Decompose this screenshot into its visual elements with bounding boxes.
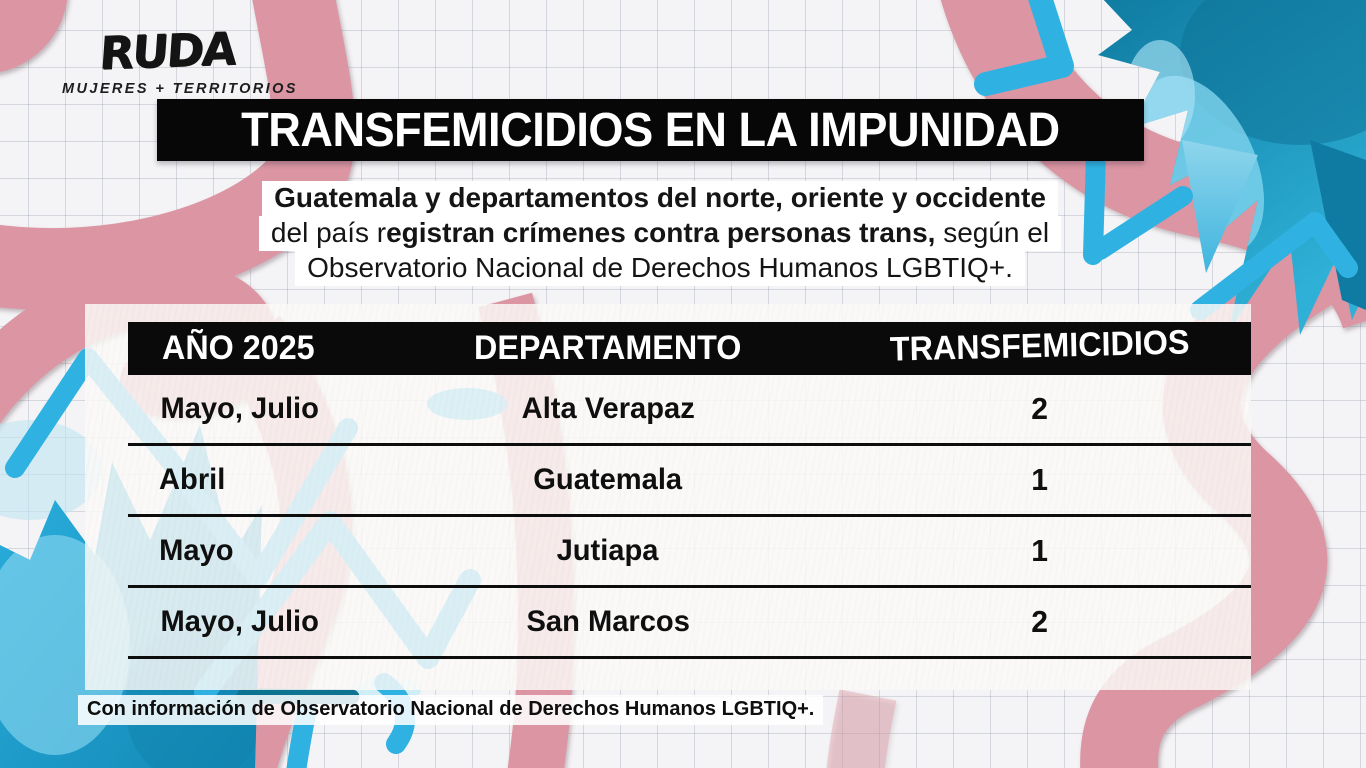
brand-logo	[62, 21, 302, 97]
cell-department: San Marcos	[526, 605, 690, 638]
brand-tagline: MUJERES + TERRITORIOS	[62, 81, 298, 97]
cell-period: Mayo, Julio	[160, 392, 319, 425]
intro-line-2: del país registran crímenes contra personas trans, según el	[0, 216, 1320, 251]
cell-department: Guatemala	[533, 463, 683, 496]
table-row	[128, 588, 1251, 659]
page-title: TRANSFEMICIDIOS EN LA IMPUNIDAD	[241, 103, 1060, 157]
column-header-count: TRANSFEMICIDIOS	[889, 323, 1190, 369]
table-header-bar	[128, 322, 1251, 375]
cell-period: Mayo, Julio	[160, 605, 319, 638]
cell-period: Abril	[159, 463, 226, 496]
cell-period: Mayo	[159, 534, 234, 567]
pink-corner-blob	[0, 0, 68, 74]
cell-department: Alta Verapaz	[521, 392, 695, 425]
pink-ribbon-bottom-faint	[855, 695, 868, 768]
intro-line-3: Observatorio Nacional de Derechos Humanos LGBTIQ+.	[0, 251, 1320, 286]
intro-paragraph	[0, 181, 1320, 286]
column-header-department: DEPARTAMENTO	[474, 329, 742, 367]
table-row	[128, 517, 1251, 588]
cell-count: 1	[1031, 462, 1048, 497]
title-banner	[157, 99, 1144, 161]
cell-count: 2	[1031, 604, 1048, 639]
table-row	[128, 375, 1251, 446]
brand-name: RUDA	[97, 21, 237, 80]
table-body	[128, 375, 1251, 659]
cell-count: 1	[1031, 533, 1048, 568]
table-row	[128, 446, 1251, 517]
source-credit: Con información de Observatorio Nacional de Derechos Humanos LGBTIQ+.	[78, 695, 823, 725]
cell-count: 2	[1031, 391, 1048, 426]
intro-line-1: Guatemala y departamentos del norte, oriente y occidente	[0, 181, 1320, 216]
column-header-year: AÑO 2025	[162, 329, 315, 367]
cell-department: Jutiapa	[557, 534, 659, 567]
